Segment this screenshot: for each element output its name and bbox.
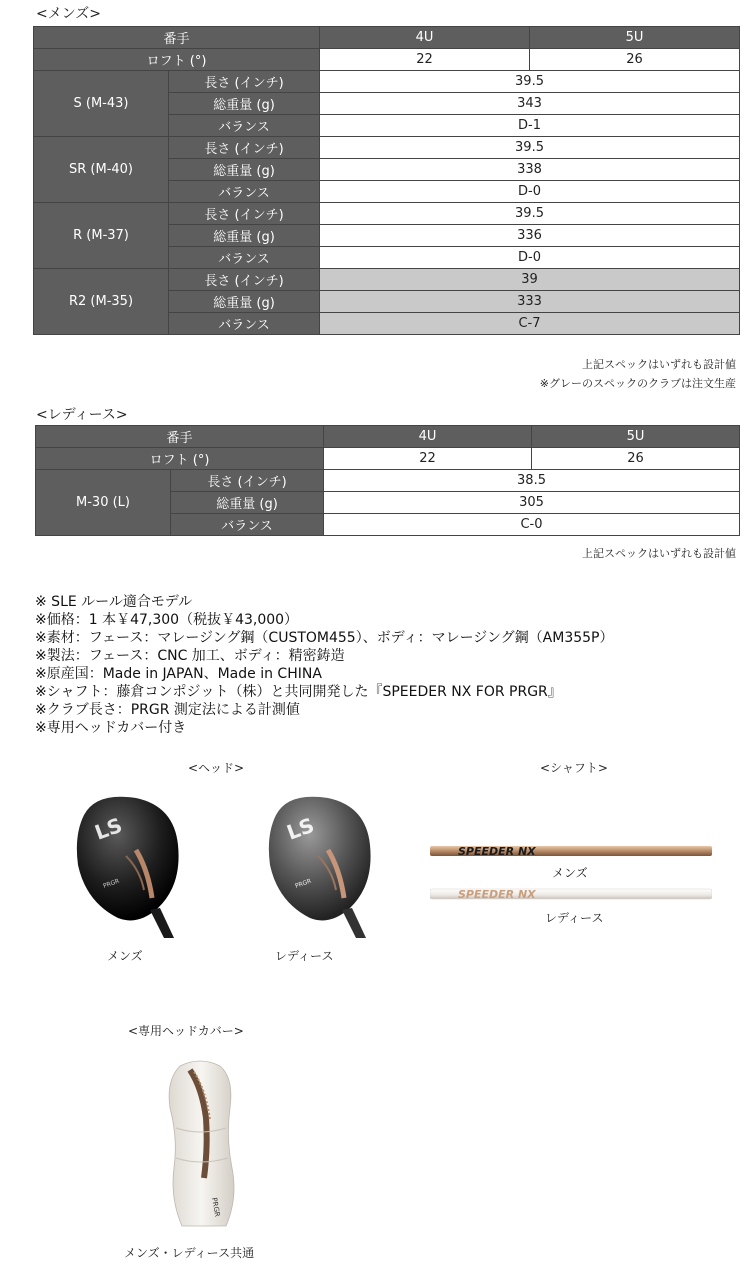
head-section-title: <ヘッド> [188,761,245,775]
shaft-ladies-caption: レディース [545,911,604,925]
balance-value: C-7 [320,313,740,335]
table-row [34,269,740,291]
head-ladies-caption: レディース [275,949,334,963]
table-row [34,27,740,49]
head-mens-caption: メンズ [107,949,143,963]
header-4u: 4U [324,426,532,448]
flex-label: SR (M-40) [34,137,169,203]
loft-5u: 26 [530,49,740,71]
length-label: 長さ (インチ) [169,269,320,291]
weight-value: 305 [324,492,740,514]
flex-label: R2 (M-35) [34,269,169,335]
mens-design-note: 上記スペックはいずれも設計値 [582,358,736,371]
table-row [34,49,740,71]
head-brand: PRGR [294,877,313,890]
table-row [34,71,740,93]
shaft-logo: SPEEDER NX [458,888,536,901]
mens-section-title: <メンズ> [36,6,102,22]
length-value: 39 [320,269,740,291]
weight-value: 333 [320,291,740,313]
balance-label: バランス [169,313,320,335]
shaft-section-title: <シャフト> [540,761,608,775]
ladies-spec-table [35,425,740,536]
table-row [36,426,740,448]
loft-label: ロフト (°) [34,49,320,71]
weight-value: 338 [320,159,740,181]
table-row [36,470,740,492]
table-row [34,137,740,159]
shaft-logo: SPEEDER NX [458,845,536,858]
flex-label: S (M-43) [34,71,169,137]
flex-label: M-30 (L) [36,470,171,536]
ladies-head-image [258,790,378,940]
detail-line: ※原産国：Made in JAPAN、Made in CHINA [35,666,322,682]
detail-line: ※専用ヘッドカバー付き [35,720,187,736]
detail-line: ※素材：フェース：マレージング鋼（CUSTOM455）、ボディ：マレージング鋼（AM355P） [35,630,614,646]
cover-brand: PRGR [210,1196,222,1218]
balance-value: D-0 [320,181,740,203]
header-label: 番手 [34,27,320,49]
header-4u: 4U [320,27,530,49]
head-logo: LS [283,812,318,845]
balance-label: バランス [169,115,320,137]
table-row [34,203,740,225]
loft-label: ロフト (°) [36,448,324,470]
detail-line: ※ SLE ルール適合モデル [35,594,193,610]
weight-label: 総重量 (g) [169,225,320,247]
mens-shaft-image [430,842,712,860]
mens-spec-table [33,26,740,335]
table-row [36,448,740,470]
ladies-shaft-image [430,885,712,903]
length-value: 39.5 [320,71,740,93]
length-label: 長さ (インチ) [169,71,320,93]
balance-label: バランス [171,514,324,536]
weight-label: 総重量 (g) [169,93,320,115]
product-details [35,593,614,737]
shaft-mens-caption: メンズ [552,866,588,880]
ladies-design-note: 上記スペックはいずれも設計値 [582,547,736,560]
detail-line: ※製法：フェース：CNC 加工、ボディ：精密鋳造 [35,648,345,664]
mens-order-note: ※グレーのスペックのクラブは注文生産 [539,377,736,390]
cover-section-title: <専用ヘッドカバー> [128,1024,244,1038]
weight-label: 総重量 (g) [171,492,324,514]
balance-label: バランス [169,181,320,203]
weight-label: 総重量 (g) [169,291,320,313]
length-label: 長さ (インチ) [169,203,320,225]
ladies-section-title: <レディース> [36,407,128,423]
weight-label: 総重量 (g) [169,159,320,181]
head-logo: LS [91,812,126,845]
cover-caption: メンズ・レディース共通 [124,1246,255,1260]
weight-value: 343 [320,93,740,115]
loft-4u: 22 [320,49,530,71]
header-5u: 5U [532,426,740,448]
detail-line: ※シャフト：藤倉コンポジット（株）と共同開発した『SPEEDER NX FOR PRGR』 [35,684,562,700]
balance-label: バランス [169,247,320,269]
head-cover-image [160,1058,240,1233]
loft-5u: 26 [532,448,740,470]
length-value: 39.5 [320,137,740,159]
balance-value: D-0 [320,247,740,269]
mens-head-image [66,790,186,940]
length-value: 39.5 [320,203,740,225]
balance-value: C-0 [324,514,740,536]
weight-value: 336 [320,225,740,247]
detail-line: ※価格：1 本￥47,300（税抜￥43,000） [35,612,299,628]
length-label: 長さ (インチ) [171,470,324,492]
flex-label: R (M-37) [34,203,169,269]
length-label: 長さ (インチ) [169,137,320,159]
length-value: 38.5 [324,470,740,492]
header-label: 番手 [36,426,324,448]
head-brand: PRGR [102,877,121,890]
header-5u: 5U [530,27,740,49]
loft-4u: 22 [324,448,532,470]
balance-value: D-1 [320,115,740,137]
detail-line: ※クラブ長さ：PRGR 測定法による計測値 [35,702,300,718]
